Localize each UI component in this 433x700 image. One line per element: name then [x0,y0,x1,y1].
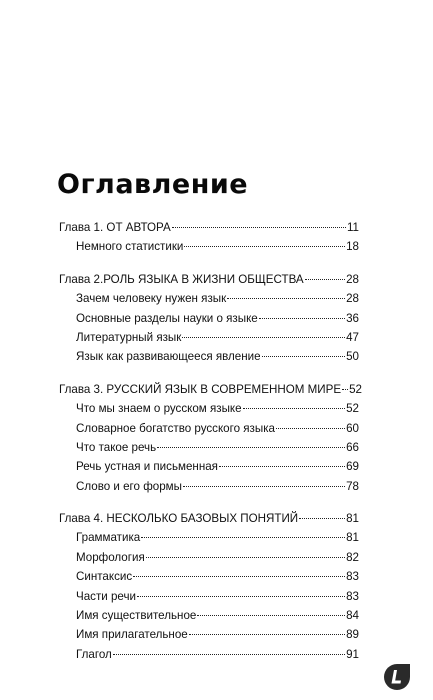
toc-entry-label: Речь устная и письменная [76,460,218,474]
dot-leader [113,653,345,655]
page-number: 60 [346,421,359,435]
toc-entry[interactable] [59,548,359,567]
page-number: 81 [346,512,359,526]
page-number: 28 [346,272,359,286]
toc-entry-label: Что мы знаем о русском языке [76,402,242,416]
dot-leader [299,517,345,519]
chapter-heading[interactable] [59,270,359,289]
toc-entry[interactable] [59,645,359,664]
chapter-block [59,509,359,664]
page-number: 83 [346,589,359,603]
toc-entry-label: Основные разделы науки о языке [76,311,258,325]
dot-leader [276,427,345,429]
toc-entry[interactable] [59,606,359,625]
toc-entry-label: Что такое речь [76,440,157,454]
toc-entry[interactable] [59,567,359,586]
chapter-block [59,270,359,367]
toc-entry-label: Глагол [76,647,112,661]
toc-entry[interactable] [59,419,359,438]
dot-leader [182,336,345,338]
chapter-label: Глава 4. НЕСКОЛЬКО БАЗОВЫХ ПОНЯТИЙ [59,512,299,526]
dot-leader [259,317,345,319]
dot-leader [157,446,345,448]
table-of-contents [59,218,362,664]
page-number: 18 [346,240,359,254]
dot-leader [146,556,345,558]
page-number: 52 [346,402,359,416]
page-number: 47 [346,330,359,344]
letter-l-icon [390,669,404,685]
toc-entry-label: Словарное богатство русского языка [76,421,275,435]
page-number: 83 [346,570,359,584]
toc-entry-label: Зачем человеку нужен язык [76,292,227,306]
page-title: Оглавление [57,169,249,200]
dot-leader [189,633,345,635]
dot-leader [342,388,348,390]
toc-entry-label: Имя существительное [76,609,197,623]
page-number: 84 [346,609,359,623]
toc-entry-label: Грамматика [76,531,141,545]
page-number: 52 [349,382,362,396]
chapter-block [59,380,362,496]
page-number: 11 [346,221,359,234]
dot-leader [137,595,345,597]
chapter-label: Глава 3. РУССКИЙ ЯЗЫК В СОВРЕМЕННОМ МИРЕ [59,382,342,396]
toc-entry-label: Имя прилагательное [76,628,188,642]
toc-entry[interactable] [59,289,359,308]
toc-entry-label: Морфология [76,550,145,564]
dot-leader [183,485,345,487]
page-number: 81 [346,531,359,545]
toc-entry[interactable] [59,237,359,256]
page-number: 91 [346,647,359,661]
toc-entry-label: Литературный язык [76,330,182,344]
chapter-heading[interactable] [59,380,362,399]
page-number: 66 [346,440,359,454]
toc-entry[interactable] [59,528,359,547]
toc-entry[interactable] [59,587,359,606]
dot-leader [227,297,345,299]
toc-entry[interactable] [59,309,359,328]
toc-entry[interactable] [59,399,359,418]
toc-entry-label: Синтаксис [76,570,133,584]
page-number: 89 [346,628,359,642]
page-number: 69 [346,460,359,474]
chapter-block [59,218,359,257]
dot-leader [184,245,345,247]
chapter-heading[interactable] [59,218,359,237]
page-number: 36 [346,311,359,325]
toc-entry[interactable] [59,625,359,644]
toc-entry[interactable] [59,328,359,347]
chapter-label: Глава 1. ОТ АВТОРА [59,221,171,234]
dot-leader [172,226,346,228]
page-number: 50 [346,350,359,364]
page-number: 82 [346,550,359,564]
toc-entry-label: Слово и его формы [76,479,182,493]
toc-entry[interactable] [59,347,359,366]
page-number: 78 [346,479,359,493]
toc-entry-label: Язык как развивающееся явление [76,350,261,364]
dot-leader [197,614,345,616]
chapter-label: Глава 2.РОЛЬ ЯЗЫКА В ЖИЗНИ ОБЩЕСТВА [59,272,304,286]
dot-leader [133,575,345,577]
toc-entry-label: Немного статистики [76,240,184,254]
dot-leader [262,355,346,357]
page-number: 28 [346,292,359,306]
toc-entry-label: Части речи [76,589,137,603]
dot-leader [141,536,345,538]
toc-entry[interactable] [59,477,359,496]
toc-entry[interactable] [59,457,359,476]
toc-entry[interactable] [59,438,359,457]
publisher-logo-icon [384,664,410,690]
dot-leader [219,465,345,467]
dot-leader [305,278,345,280]
chapter-heading[interactable] [59,509,359,528]
dot-leader [243,407,346,409]
